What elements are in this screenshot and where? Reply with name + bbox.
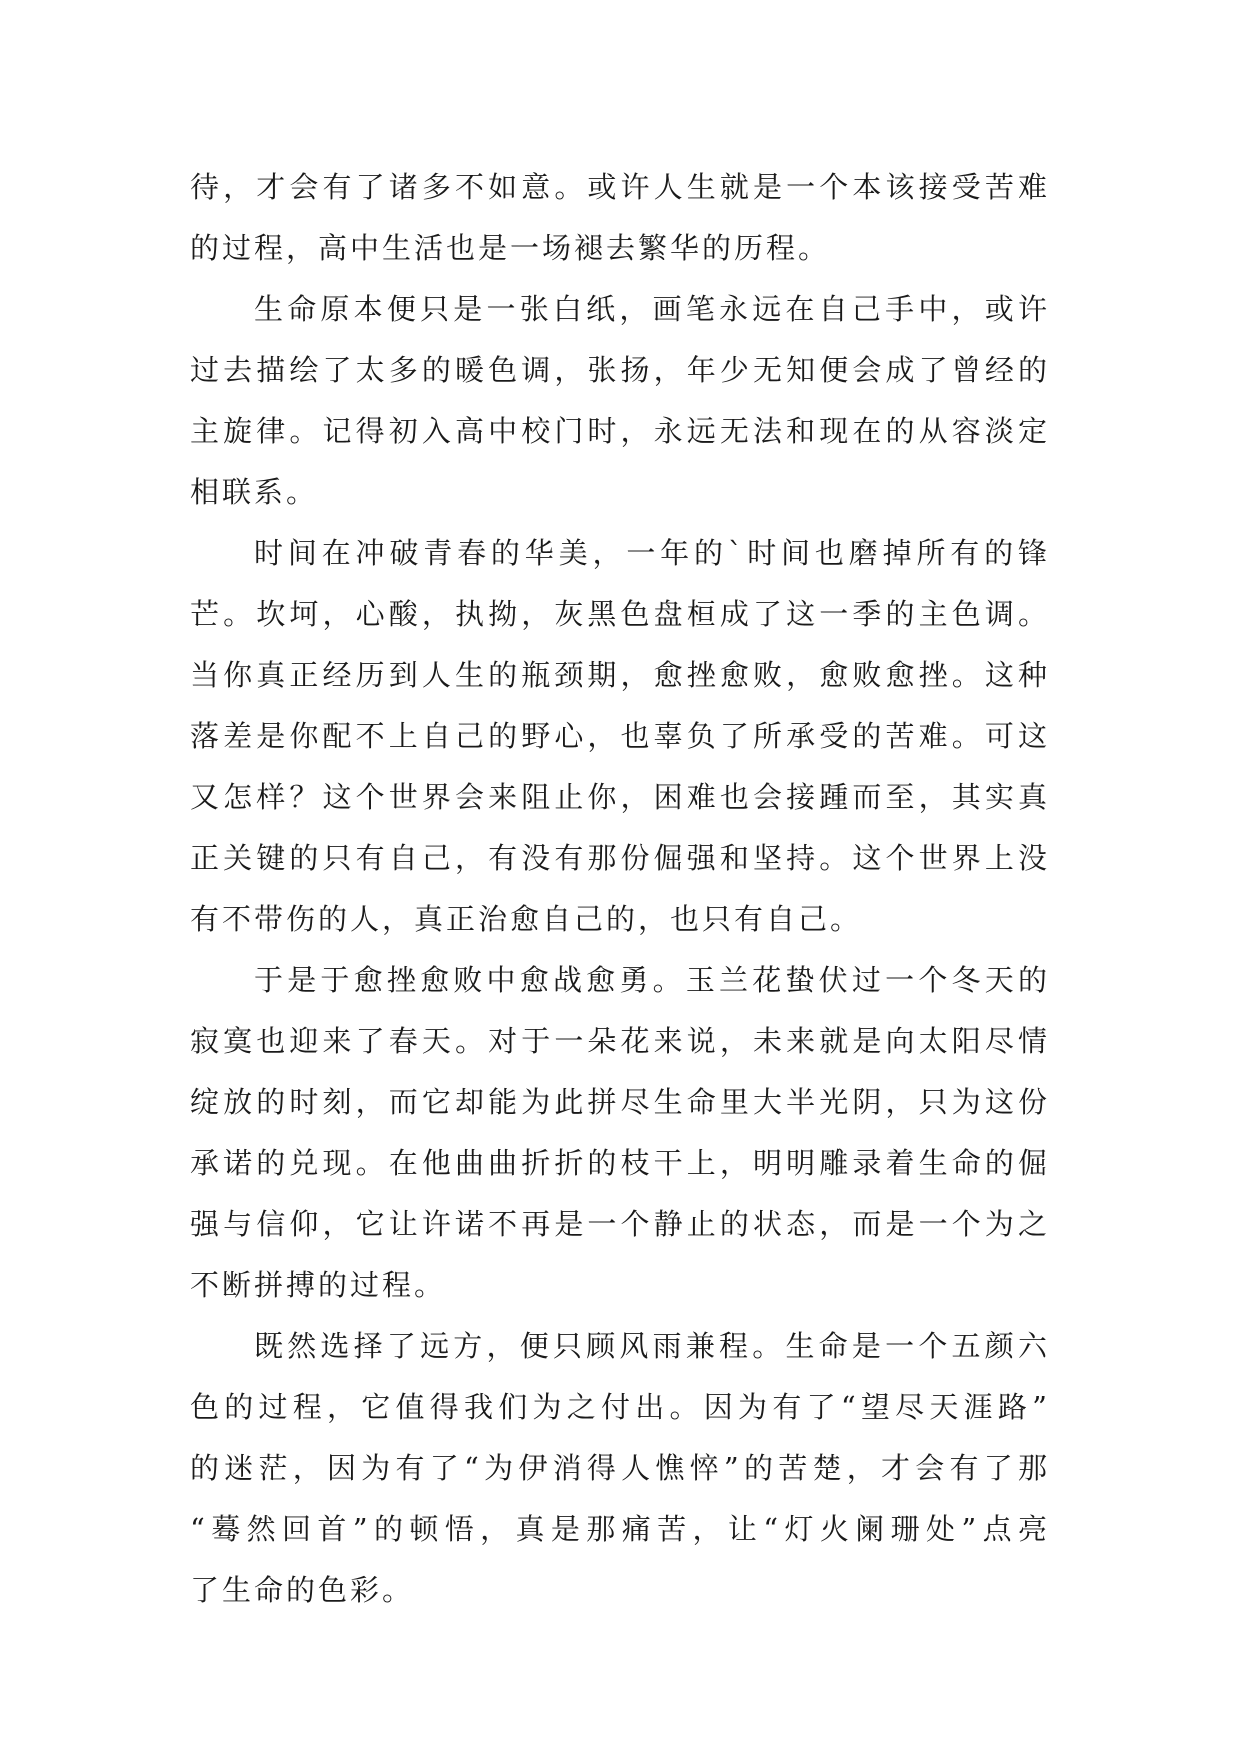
text-line: 承诺的兑现。在他曲曲折折的枝干上，明明雕录着生命的倔	[190, 1146, 1050, 1180]
paragraph-3	[190, 523, 1050, 950]
text-line: 的迷茫，因为有了“为伊消得人憔悴”的苦楚，才会有了那	[190, 1451, 1050, 1485]
text-line: “蓦然回首”的顿悟，真是那痛苦，让“灯火阑珊处”点亮	[190, 1512, 1050, 1546]
text-line: 既然选择了远方，便只顾风雨兼程。生命是一个五颜六	[254, 1329, 1050, 1363]
text-line: 强与信仰，它让许诺不再是一个静止的状态，而是一个为之	[190, 1207, 1050, 1241]
text-line: 有不带伤的人，真正治愈自己的，也只有自己。	[190, 902, 863, 936]
text-line: 时间在冲破青春的华美，一年的`时间也磨掉所有的锋	[254, 536, 1050, 570]
text-line: 落差是你配不上自己的野心，也辜负了所承受的苦难。可这	[190, 719, 1050, 753]
text-line: 了生命的色彩。	[190, 1573, 415, 1607]
paragraph-1	[190, 157, 1050, 279]
text-line: 主旋律。记得初入高中校门时，永远无法和现在的从容淡定	[190, 414, 1050, 448]
essay-body	[190, 157, 1050, 1621]
text-line: 寂寞也迎来了春天。对于一朵花来说，未来就是向太阳尽情	[190, 1024, 1050, 1058]
text-line: 的过程，高中生活也是一场褪去繁华的历程。	[190, 231, 831, 265]
text-line: 待，才会有了诸多不如意。或许人生就是一个本该接受苦难	[190, 170, 1050, 204]
text-line: 于是于愈挫愈败中愈战愈勇。玉兰花蛰伏过一个冬天的	[254, 963, 1050, 997]
paragraph-5	[190, 1316, 1050, 1621]
text-line: 当你真正经历到人生的瓶颈期，愈挫愈败，愈败愈挫。这种	[190, 658, 1050, 692]
text-line: 绽放的时刻，而它却能为此拼尽生命里大半光阴，只为这份	[190, 1085, 1050, 1119]
text-line: 色的过程，它值得我们为之付出。因为有了“望尽天涯路”	[190, 1390, 1050, 1424]
text-line: 生命原本便只是一张白纸，画笔永远在自己手中，或许	[254, 292, 1050, 326]
text-line: 正关键的只有自己，有没有那份倔强和坚持。这个世界上没	[190, 841, 1050, 875]
paragraph-2	[190, 279, 1050, 523]
text-line: 不断拼搏的过程。	[190, 1268, 447, 1302]
text-line: 相联系。	[190, 475, 319, 509]
text-line: 过去描绘了太多的暖色调，张扬，年少无知便会成了曾经的	[190, 353, 1050, 387]
text-line: 芒。坎坷，心酸，执拗，灰黑色盘桓成了这一季的主色调。	[190, 597, 1050, 631]
text-line: 又怎样？这个世界会来阻止你，困难也会接踵而至，其实真	[190, 780, 1050, 814]
paragraph-4	[190, 950, 1050, 1316]
